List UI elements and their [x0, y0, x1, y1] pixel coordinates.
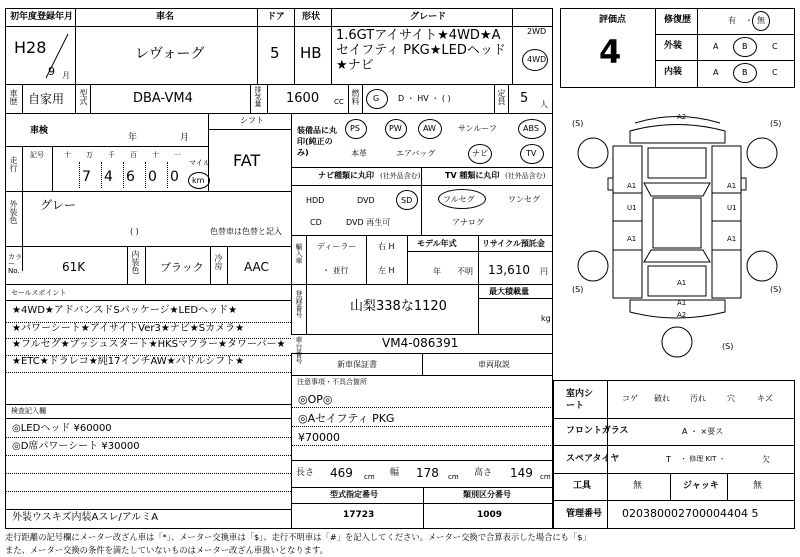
tools-label: 工具: [573, 481, 592, 491]
selling-point-3: ★フルセグ★プッシュスタート★HKSマフラー★タワーバー★: [12, 339, 286, 350]
spare-kit: ・ 修理 KIT ・: [680, 455, 726, 463]
exterior-label: 外装: [664, 41, 683, 51]
body-shape: HB: [300, 44, 322, 62]
mark-right-rear-a1: A1: [727, 235, 737, 243]
navi-types-sublabel: (社外品含む): [380, 172, 421, 180]
equip-abs: ABS: [523, 124, 539, 133]
odometer-divider: [101, 162, 102, 188]
height-unit: cm: [540, 473, 551, 481]
inspection-label: 車検: [30, 126, 49, 136]
navi-dvd: DVD: [357, 196, 375, 205]
interior-eval-item: 破れ: [654, 394, 670, 403]
management-label: 管理番号: [566, 509, 603, 519]
odometer-divider: [145, 162, 146, 188]
capacity-unit: 人: [540, 100, 548, 109]
capacity-value: 5: [520, 91, 529, 106]
mileage-label: 走行: [9, 156, 18, 172]
type-designation-label: 型式指定番号: [330, 490, 378, 499]
record-label: 記号: [30, 151, 44, 159]
repair-dot: ・: [745, 16, 753, 25]
equip-navi: ナビ: [472, 149, 488, 158]
recycle-value: 13,610: [488, 263, 530, 277]
odometer-unit-label: 十: [152, 151, 159, 159]
ac-value: AAC: [244, 260, 269, 274]
ac-label: 冷房: [214, 254, 223, 270]
import-left-h: 左 H: [378, 266, 395, 275]
score-label: 評価点: [599, 15, 627, 25]
selling-point-2: ★パワーシート★アイサイトVer3★ナビ★Sカメラ★: [12, 323, 245, 334]
car-name: レヴォーグ: [135, 46, 205, 62]
odometer-divider: [167, 162, 168, 188]
footer-line-1: 走行距離の記号欄にメーター改ざん車は「*」、メーター交換車は「$」、走行不明車は「#」を記入してください。メーター交換で合算表示した場合にも「$」: [5, 532, 591, 542]
length-label: 長さ: [296, 468, 315, 478]
exterior-b: B: [742, 42, 748, 51]
navi-cd: CD: [310, 218, 322, 227]
registration-value: 山梨338な1120: [350, 299, 447, 314]
import-parallel: ・ 並行: [322, 266, 349, 275]
odometer-digit: 7: [82, 169, 91, 185]
repair-no: 無: [757, 16, 765, 25]
recycle-label: リサイクル預託金: [482, 239, 545, 248]
exterior-a: A: [713, 42, 719, 51]
width-label: 幅: [390, 468, 400, 478]
registration-label: 登録番号: [295, 290, 303, 318]
car-diagram: [560, 98, 795, 380]
fuel-g: G: [373, 94, 380, 103]
usage-label: 車歴: [9, 89, 18, 105]
interior-eval-item: 穴: [727, 394, 735, 403]
mark-left-front-a1: A1: [627, 182, 637, 190]
width-unit: cm: [448, 473, 459, 481]
model-year-unknown: 不明: [457, 267, 473, 276]
odometer-unit-label: 千: [108, 151, 115, 159]
interior-color-label: 内装色: [131, 250, 140, 274]
class-label: 類別区分番号: [463, 490, 511, 499]
km-unit: km: [192, 176, 205, 185]
fuel-rest: D ・ HV ・ ( ): [398, 94, 451, 103]
interior-c: C: [772, 68, 778, 77]
tv-types-label: TV 種類に丸印: [445, 171, 500, 180]
exterior-color-note: 色替車は色替と記入: [210, 227, 282, 236]
door-count: 5: [270, 44, 280, 62]
navi-types-label: ナビ種類に丸印: [318, 171, 374, 180]
tv-fullseg: フルセグ: [443, 195, 475, 204]
usage-value: 自家用: [28, 92, 65, 106]
import-right-h: 右 H: [378, 242, 395, 251]
inspector-line-1: ◎LEDヘッド ¥60000: [12, 423, 112, 434]
height-value: 149: [510, 466, 533, 480]
tools-value: 無: [633, 481, 643, 491]
notes-line-2: ◎Aセイフティ PKG: [298, 412, 395, 425]
first-reg-era: H28: [14, 38, 47, 57]
equip-leather: 本革: [351, 149, 367, 158]
inspection-month: 月: [180, 133, 190, 143]
odometer-unit-label: 一: [174, 151, 181, 159]
odometer-unit-label: 万: [86, 151, 93, 159]
length-unit: cm: [364, 473, 375, 481]
class-value: 1009: [477, 510, 503, 520]
first-reg-label: 初年度登録年月: [10, 12, 74, 22]
exterior-color-paren: ( ): [130, 227, 139, 236]
color-no-value: 61K: [62, 260, 86, 274]
cc-unit: CC: [334, 98, 344, 106]
odometer-digit: 0: [148, 169, 157, 185]
footer-line-2: また、メーター交換の条件を満たしていないものはメーター改ざん車扱いとなります。: [5, 545, 328, 555]
jack-label: ジャッキ: [683, 481, 719, 491]
repair-yes: 有: [728, 16, 736, 25]
mark-rear-a2: A2: [677, 311, 687, 319]
car-name-label: 車名: [156, 12, 175, 22]
inspection-year: 年: [128, 133, 138, 143]
management-value: 020380002700004404 5: [622, 507, 759, 520]
interior-eval-item: コゲ: [622, 394, 638, 403]
interior-eval-item: キズ: [757, 394, 773, 403]
exterior-color-value: グレー: [40, 198, 77, 212]
tire-mark-rr: (S): [770, 285, 782, 294]
tire-mark-rl: (S): [572, 285, 584, 294]
drive-4wd: 4WD: [527, 55, 547, 64]
spare-t: T: [666, 455, 671, 464]
odometer-digit: 6: [126, 169, 135, 185]
tv-analog: アナログ: [452, 218, 484, 227]
notes-line-3: ¥70000: [298, 431, 340, 444]
interior-seat-label: 室内シート: [566, 389, 594, 411]
equip-sunroof: サンルーフ: [458, 124, 497, 133]
tire-mark-fr: (S): [770, 119, 782, 128]
import-dealer: ディーラー: [317, 242, 357, 251]
mark-rear-bumper-a1: A1: [677, 299, 687, 307]
fuel-label: 燃料: [351, 89, 360, 105]
first-reg-month: 9: [48, 65, 55, 78]
mark-left-door-u1: U1: [627, 204, 637, 212]
max-load-label: 最大積載量: [489, 287, 529, 296]
inspector-line-2: ◎D席パワーシート ¥30000: [12, 441, 140, 452]
spare-none: 欠: [762, 455, 770, 464]
windshield-label: フロントガラス: [566, 426, 629, 436]
model-year-year: 年: [433, 267, 441, 276]
height-label: 高さ: [474, 468, 493, 478]
odometer-divider: [79, 162, 80, 188]
interior-eval-item: 汚れ: [690, 394, 706, 403]
notes-label: 注意事項・不具合箇所: [297, 378, 367, 386]
mark-right-door-u1: U1: [727, 204, 737, 212]
tv-oneseg: ワンセグ: [508, 195, 540, 204]
selling-point-1: ★4WD★アドバンスドSパッケージ★LEDヘッド★: [12, 305, 238, 316]
odometer-unit-label: 百: [130, 151, 137, 159]
month-unit: 月: [62, 71, 70, 80]
repair-label: 修復歴: [664, 15, 692, 25]
navi-sd: SD: [401, 196, 413, 205]
door-label: ドア: [267, 12, 285, 22]
selling-points-label: セールスポイント: [11, 289, 67, 297]
equip-ps: PS: [350, 124, 360, 133]
tire-mark-fl: (S): [572, 119, 584, 128]
drive-2wd: 2WD: [527, 27, 547, 36]
shape-label: 形状: [302, 12, 321, 22]
status-manual: 車両取説: [478, 360, 510, 369]
selling-point-4: ★ETC★ドラレコ★純17インチAW★パドルシフト★: [12, 356, 245, 367]
odometer-digit: 4: [104, 169, 113, 185]
shift-value: FAT: [233, 151, 261, 170]
equipment-label: 装備品に丸印(純正のみ): [297, 126, 337, 157]
score-value: 4: [599, 33, 622, 71]
shift-label: シフト: [240, 116, 264, 125]
chassis-label: 車台番号: [295, 336, 303, 364]
windshield-value: A ・ ×要ス: [682, 427, 724, 436]
notes-line-1: ◎OP◎: [298, 393, 333, 406]
recycle-yen: 円: [540, 267, 548, 276]
capacity-label: 定員: [497, 89, 506, 105]
interior-a: A: [713, 68, 719, 77]
navi-hdd: HDD: [306, 196, 325, 205]
displacement-label: 排気量: [254, 86, 262, 107]
mark-right-front-a1: A1: [727, 182, 737, 190]
mark-front-a2: A2: [677, 113, 687, 121]
model-year-label: モデル年式: [417, 239, 457, 248]
mark-left-rear-a1: A1: [627, 235, 637, 243]
model-code: DBA-VM4: [133, 91, 193, 106]
interior-label: 内装: [664, 67, 683, 77]
exterior-color-label: 外装色: [9, 200, 18, 224]
exterior-c: C: [772, 42, 778, 51]
equip-pw: PW: [389, 124, 402, 133]
equip-tv: TV: [526, 149, 537, 158]
width-value: 178: [416, 466, 439, 480]
navi-dvd-player: DVD 再生可: [346, 218, 391, 227]
max-load-kg: kg: [541, 314, 551, 323]
type-label: 型式: [79, 89, 88, 105]
inspector-label: 検査記入欄: [11, 407, 46, 415]
equip-aw: AW: [423, 124, 436, 133]
interior-b: B: [742, 68, 748, 77]
chassis-value: VM4-086391: [382, 336, 459, 350]
grade-text: 1.6GTアイサイト★4WD★Aセイフティ PKG★LEDヘッド★ナビ: [336, 28, 506, 73]
odometer-digit: 0: [170, 169, 179, 185]
color-no-label: カラーNo.: [8, 253, 22, 275]
jack-value: 無: [753, 481, 763, 491]
spare-label: スペアタイヤ: [566, 454, 620, 464]
tire-mark-spare: (S): [722, 342, 734, 351]
tv-types-sublabel: (社外品含む): [505, 172, 546, 180]
inspector-line-4: 外装ウスキズ内装Aスレ/アルミA: [12, 512, 159, 523]
import-label: 輸入車: [295, 243, 303, 264]
odometer-divider: [123, 162, 124, 188]
interior-color-value: ブラック: [160, 261, 204, 274]
miles-label: マイル: [189, 159, 210, 167]
equip-airbag: エアバッグ: [396, 149, 436, 158]
mark-trunk-a1: A1: [677, 279, 687, 287]
grade-label: グレード: [410, 12, 447, 22]
type-designation-value: 17723: [343, 510, 375, 520]
length-value: 469: [330, 466, 353, 480]
odometer-unit-label: 十: [64, 151, 71, 159]
status-new-car: 新車保証書: [337, 360, 377, 369]
displacement-value: 1600: [286, 91, 320, 106]
